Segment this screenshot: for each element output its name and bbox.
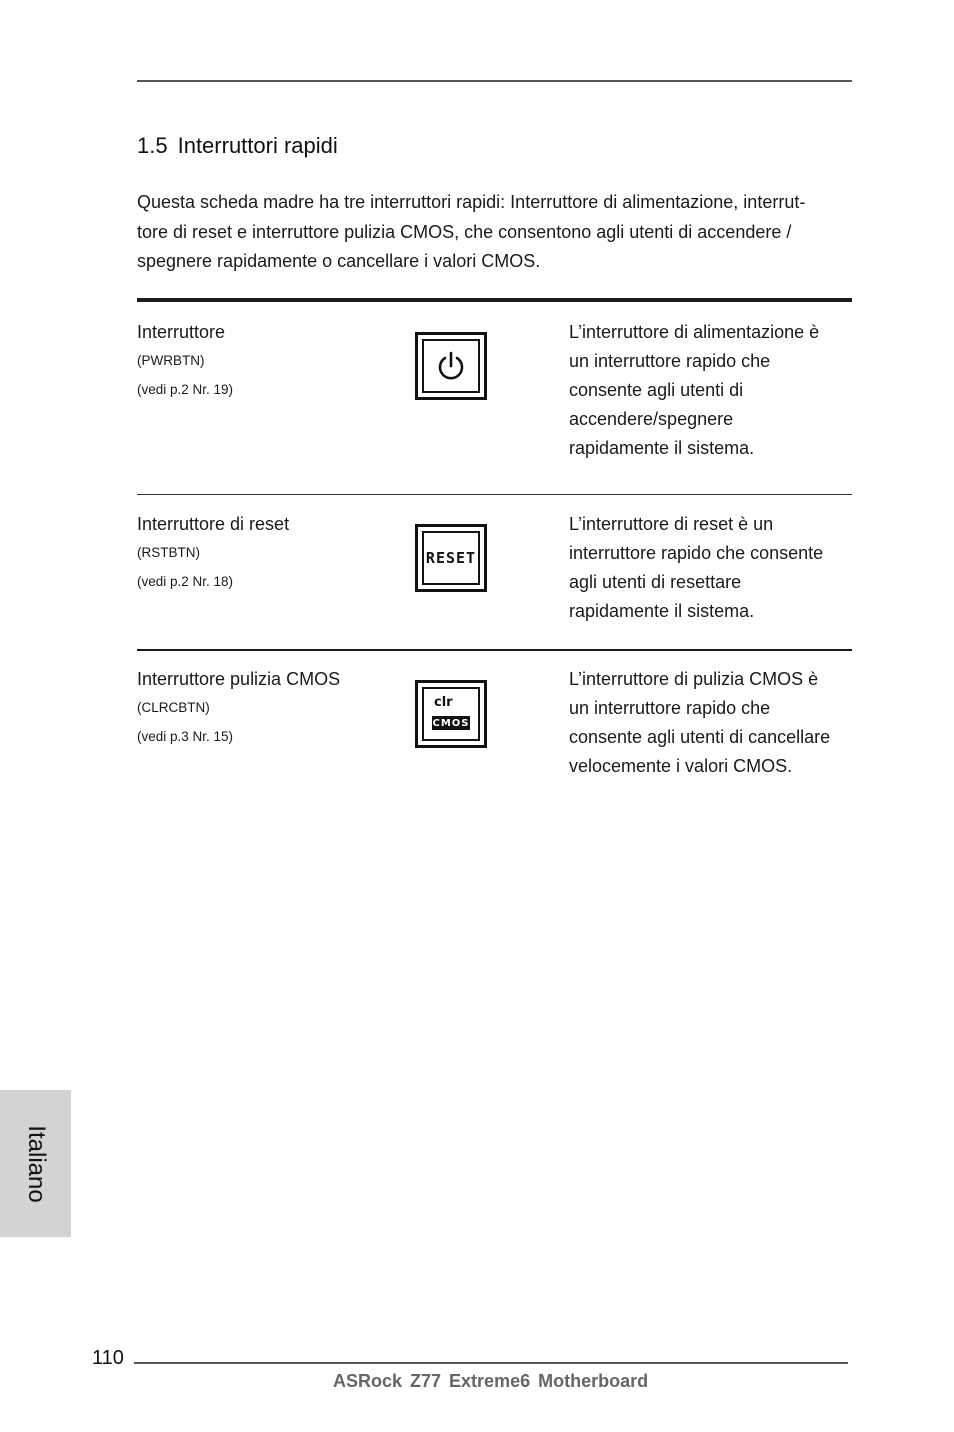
reset-icon [415,524,487,592]
header-rule [137,80,852,82]
desc-line: L’interruttore di alimentazione è [569,322,820,342]
section-heading: Interruttori rapidi [177,133,338,158]
switch-ref: (vedi p.2 Nr. 19) [137,382,234,397]
section-number: 1.5 [137,133,168,158]
switch-name: Interruttore pulizia CMOS [137,669,341,689]
desc-line: interruttore rapido che consente [569,543,824,563]
footer-rule [134,1362,848,1364]
intro-paragraph [137,188,852,277]
page-number: 110 [92,1347,124,1369]
section-title [137,133,338,159]
intro-line: Questa scheda madre ha tre interruttori rapidi: Interruttore di alimentazione, interrut- [137,192,806,212]
desc-line: rapidamente il sistema. [569,601,755,621]
switch-code: (RSTBTN) [137,545,200,560]
row-divider [137,494,852,495]
switch-ref: (vedi p.2 Nr. 18) [137,574,234,589]
desc-line: accendere/spegnere [569,409,734,429]
row-divider [137,649,852,651]
desc-line: rapidamente il sistema. [569,438,755,458]
switch-name: Interruttore [137,322,226,342]
clr-label: clr [434,695,453,710]
footer-title: ASRock Z77 Extreme6 Motherboard [333,1371,649,1391]
cmos-label: CMOS [432,717,470,729]
desc-line: velocemente i valori CMOS. [569,756,793,776]
power-icon [415,332,487,400]
switch-description [569,665,854,781]
intro-line: spegnere rapidamente o cancellare i valori CMOS. [137,251,541,271]
switch-code: (PWRBTN) [137,353,205,368]
switch-description [569,318,854,463]
desc-line: consente agli utenti di [569,380,744,400]
desc-line: un interruttore rapido che [569,698,771,718]
language-tab-label: Italiano [22,1124,50,1203]
clear-cmos-icon [415,680,487,748]
language-tab [0,1090,71,1237]
switch-name: Interruttore di reset [137,514,290,534]
desc-line: L’interruttore di pulizia CMOS è [569,669,819,689]
reset-icon-label: RESET [425,549,477,567]
switch-ref: (vedi p.3 Nr. 15) [137,729,234,744]
desc-line: un interruttore rapido che [569,351,771,371]
desc-line: L’interruttore di reset è un [569,514,774,534]
desc-line: consente agli utenti di cancellare [569,727,831,747]
switch-description [569,510,854,626]
switch-code: (CLRCBTN) [137,700,210,715]
intro-line: tore di reset e interruttore pulizia CMOS, che consentono agli utenti di accendere / [137,221,792,242]
table-top-rule [137,298,852,302]
desc-line: agli utenti di resettare [569,572,742,592]
power-symbol [434,349,468,383]
